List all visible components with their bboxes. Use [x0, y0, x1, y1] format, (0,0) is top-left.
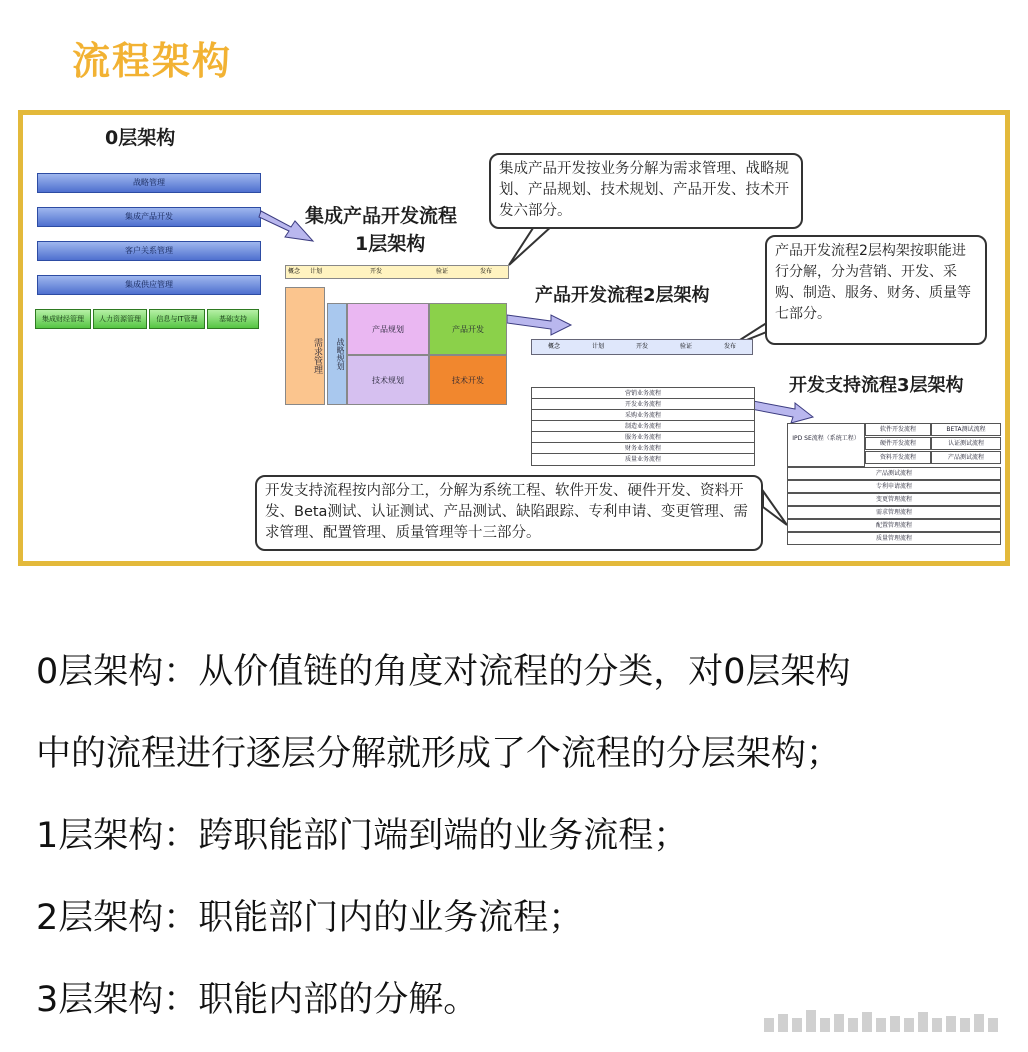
l1-technology-development: 技术开发	[429, 355, 507, 405]
l1-strategy-planning: 战略规划	[327, 303, 347, 405]
l2-row: 采购业务流程	[531, 409, 755, 422]
l2-title: 产品开发流程2层架构	[535, 285, 710, 306]
l3-title: 开发支持流程3层架构	[789, 375, 964, 396]
l3-grid-cell: 软件开发流程	[865, 423, 931, 436]
l1-header	[285, 265, 509, 279]
l0-bar: 战略管理	[37, 173, 261, 193]
l1-product-development: 产品开发	[429, 303, 507, 355]
l2-stage: 开发	[636, 343, 649, 350]
l1-demand-management: 需求管理	[285, 287, 325, 405]
body-line: 中的流程进行逐层分解就形成了个流程的分层架构；	[36, 734, 842, 774]
l2-row: 财务业务流程	[531, 442, 755, 455]
l0-support-item: 信息与IT管理	[149, 309, 205, 329]
l3-grid-cell: BETA测试流程	[931, 423, 1001, 436]
l2-stage: 发布	[724, 343, 737, 350]
l1-phase: 发布	[480, 268, 493, 275]
l1-phase: 计划	[310, 268, 323, 275]
callout-1: 集成产品开发按业务分解为需求管理、战略规划、产品规划、技术规划、产品开发、技术开发六部分。	[489, 153, 803, 229]
l1-technology-planning: 技术规划	[347, 355, 429, 405]
l3-row: 专利申请流程	[787, 480, 1001, 493]
l3-grid-cell: 硬件开发流程	[865, 437, 931, 450]
l1-product-planning: 产品规划	[347, 303, 429, 355]
l0-bar: 集成供应管理	[37, 275, 261, 295]
l2-stage: 计划	[592, 343, 605, 350]
body-line: 3层架构：职能内部的分解。	[36, 980, 479, 1020]
process-architecture-diagram	[18, 110, 1010, 566]
l3-system-engineering: IPD SE流程（系统工程）	[787, 423, 865, 467]
l0-support-item: 基础支持	[207, 309, 259, 329]
callout-3: 开发支持流程按内部分工，分解为系统工程、软件开发、硬件开发、资料开发、Beta测试、认证测试、产品测试、缺陷跟踪、专利申请、变更管理、需求管理、配置管理、质量管理等十三部分。	[255, 475, 763, 551]
l2-stage: 验证	[680, 343, 693, 350]
l2-row: 制造业务流程	[531, 420, 755, 433]
l3-row: 配置管理流程	[787, 519, 1001, 532]
l0-support-item: 集成财经管理	[35, 309, 91, 329]
l2-row: 开发业务流程	[531, 398, 755, 411]
l2-stage: 概念	[548, 343, 561, 350]
body-line: 1层架构：跨职能部门端到端的业务流程；	[36, 816, 689, 856]
body-line: 0层架构：从价值链的角度对流程的分类，对0层架构	[36, 652, 851, 692]
l0-bar: 客户关系管理	[37, 241, 261, 261]
l1-subtitle: 1层架构	[355, 233, 426, 255]
l2-row: 质量业务流程	[531, 453, 755, 466]
l2-row: 服务业务流程	[531, 431, 755, 444]
l1-phase: 概念	[288, 268, 301, 275]
body-line: 2层架构：职能部门内的业务流程；	[36, 898, 584, 938]
l1-phase: 开发	[370, 268, 383, 275]
callout-2: 产品开发流程2层构架按职能进行分解，分为营销、开发、采购、制造、服务、财务、质量等七部分。	[765, 235, 987, 345]
l3-grid-cell: 认证测试流程	[931, 437, 1001, 450]
l0-bar: 集成产品开发	[37, 207, 261, 227]
l0-title: 0层架构	[105, 127, 176, 149]
l1-phase: 验证	[436, 268, 449, 275]
l2-stage-bar	[531, 339, 753, 355]
l3-row: 产品测试流程	[787, 467, 1001, 480]
l3-row: 质量管理流程	[787, 532, 1001, 545]
l2-row: 营销业务流程	[531, 387, 755, 400]
l0-support-item: 人力资源管理	[93, 309, 147, 329]
watermark-bars	[764, 1010, 998, 1032]
l3-grid-cell: 资料开发流程	[865, 451, 931, 464]
page-title: 流程架构	[72, 39, 233, 83]
l3-grid-cell: 产品测试流程	[931, 451, 1001, 464]
l3-row: 变更管理流程	[787, 493, 1001, 506]
l3-row: 需求管理流程	[787, 506, 1001, 519]
l1-title: 集成产品开发流程	[305, 205, 458, 227]
